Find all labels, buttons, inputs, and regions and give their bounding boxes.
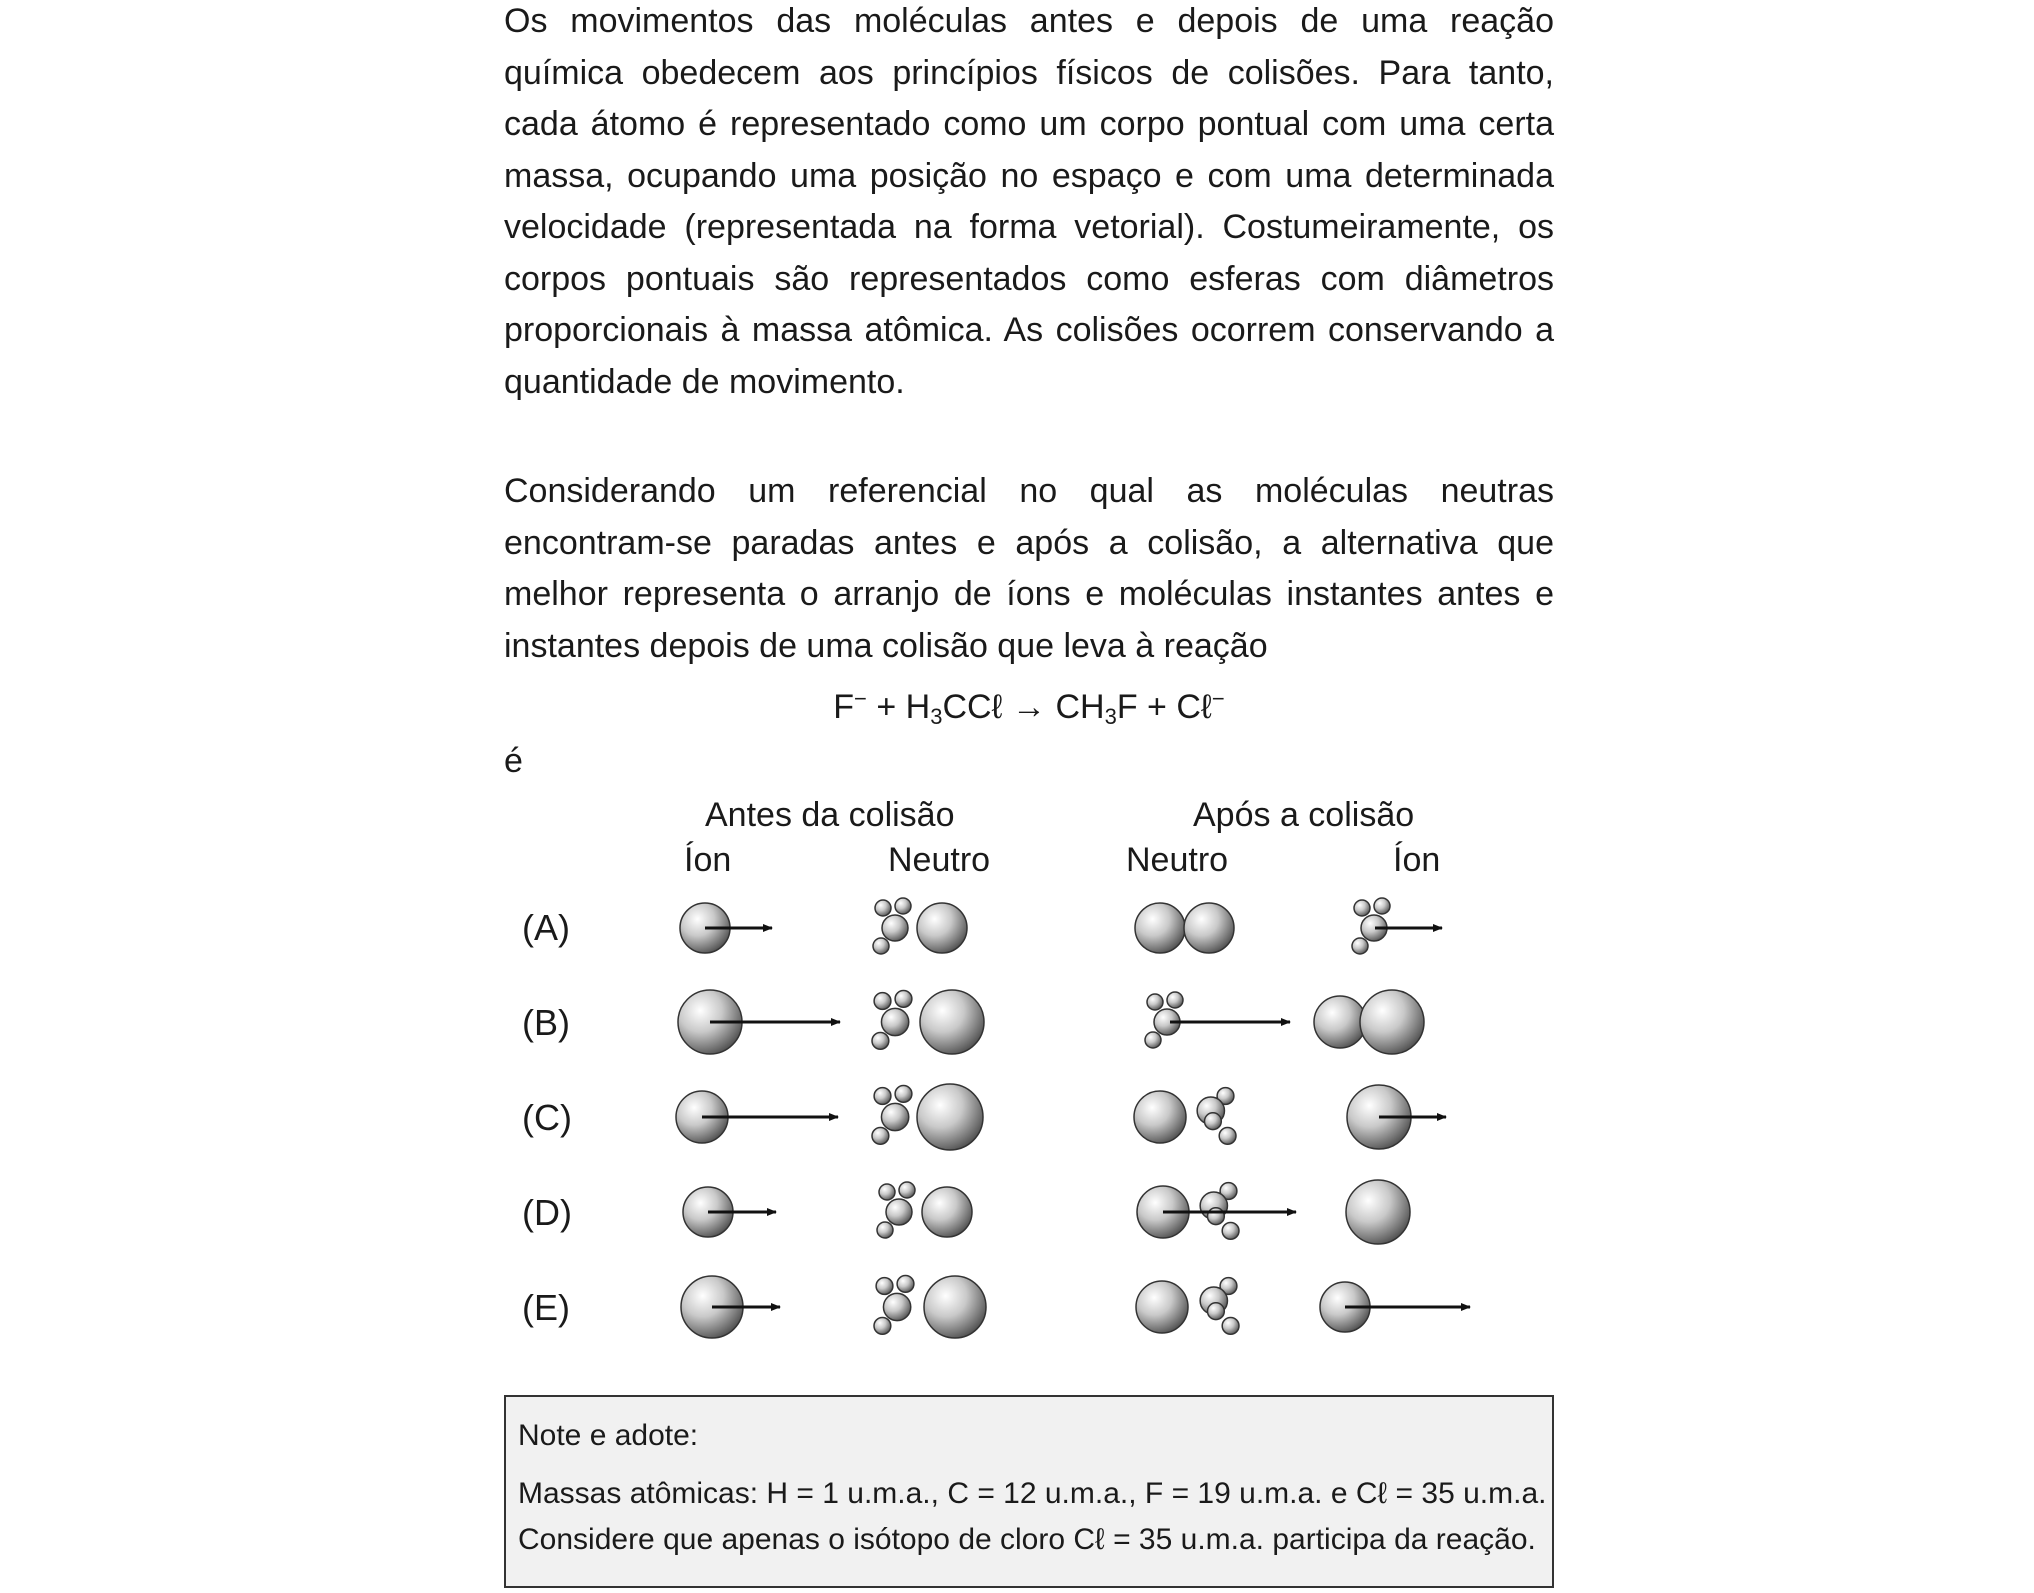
column-neutral-after: Neutro [1126,841,1229,879]
option-d-label: (D) [522,1192,572,1233]
note-line-isotope: Considere que apenas o isótopo de cloro Cℓ = 35 u.m.a. participa da reação. [518,1523,1536,1556]
methyl-h-atom [877,1222,893,1238]
chloride-ion [1346,1180,1410,1244]
methyl-c-atom [886,1199,912,1225]
eq-part: + H [866,688,931,726]
methyl-h-atom [874,993,891,1010]
methyl-h-atom [874,1088,891,1105]
eq-part: F + Cℓ [1116,688,1212,726]
eq-fluoride: F [833,688,855,726]
methyl-h-atom [874,1318,891,1335]
eq-charge-1: − [854,686,867,711]
methyl-c-atom [883,1293,910,1320]
note-title: Note e adote: [518,1419,699,1452]
methyl-h-atom [873,938,889,954]
methyl-h-atom [872,1128,889,1145]
chlorine-atom [924,1276,986,1338]
methyl-h-atom [1222,1223,1239,1240]
methyl-h-atom [1208,1208,1225,1225]
methyl-h-atom [879,1184,895,1200]
fluorine-atom [1136,1281,1188,1333]
option-b-label: (B) [522,1002,570,1043]
methyl-h-atom [1147,994,1163,1010]
methyl-c-atom [882,915,908,941]
methyl-c-atom [881,1103,908,1130]
methyl-h-atom [1374,898,1390,914]
methyl-h-atom [1219,1128,1236,1145]
methyl-h-atom [1352,938,1368,954]
option-c-label: (C) [522,1097,572,1138]
methyl-h-atom [1205,1113,1222,1130]
methyl-h-atom [895,991,912,1008]
eq-sub: 3 [930,704,943,729]
eq-part: CCℓ → CH [942,688,1105,726]
methyl-h-atom [872,1033,889,1050]
methyl-h-atom [1354,900,1370,916]
note-box [504,1395,1554,1588]
question-ending: é [504,742,523,780]
fluorine-atom [1314,996,1366,1048]
fluorine-atom [1134,1091,1186,1143]
methyl-h-atom [1167,992,1183,1008]
methyl-h-atom [895,1086,912,1103]
carbon-atom-pair [1184,903,1234,953]
eq-charge-2: − [1211,686,1225,711]
question-paragraph-2: Considerando um referencial no qual as moléculas neutras encontram-se paradas antes e após a colisão, a alternativa que melhor representa o arranjo de íons e moléculas instantes antes e instantes depois de uma colisão que leva à reação [504,472,1554,665]
eq-sub: 3 [1104,704,1117,729]
methyl-h-atom [875,900,891,916]
column-ion-after: Íon [1393,841,1441,879]
note-line-masses: Massas atômicas: H = 1 u.m.a., C = 12 u.m.a., F = 19 u.m.a. e Cℓ = 35 u.m.a. [518,1477,1547,1510]
column-neutral-before: Neutro [888,841,991,879]
fluorine-atom [1135,903,1185,953]
question-paragraph-1: Os movimentos das moléculas antes e depois de uma reação química obedecem aos princípios físicos de colisões. Para tanto, cada átomo é representado como um corpo pontual com uma certa massa, ocupando uma posição no espaço e com uma determinada velocidade (representada na forma vetorial). Costumeiramente, os corpos pontuais são representados como esferas com diâmetros proporcionais à massa atômica. As colisões ocorrem conservando a quantidade de movimento. [504,2,1554,401]
methyl-h-atom [1145,1032,1161,1048]
chlorine-atom [917,1084,983,1150]
chlorine-atom [1360,990,1424,1054]
chlorine-atom [922,1187,972,1237]
chlorine-atom [920,990,984,1054]
methyl-h-atom [876,1278,893,1295]
column-ion-before: Íon [684,841,732,879]
methyl-h-atom [897,1276,914,1293]
option-a-label: (A) [522,907,570,948]
methyl-h-atom [1208,1303,1225,1320]
option-e-label: (E) [522,1287,570,1328]
methyl-h-atom [899,1182,915,1198]
chlorine-atom [917,903,967,953]
methyl-h-atom [895,898,911,914]
header-after-collision: Após a colisão [1193,796,1415,834]
methyl-c-atom [881,1008,908,1035]
methyl-h-atom [1222,1318,1239,1335]
header-before-collision: Antes da colisão [705,796,955,834]
